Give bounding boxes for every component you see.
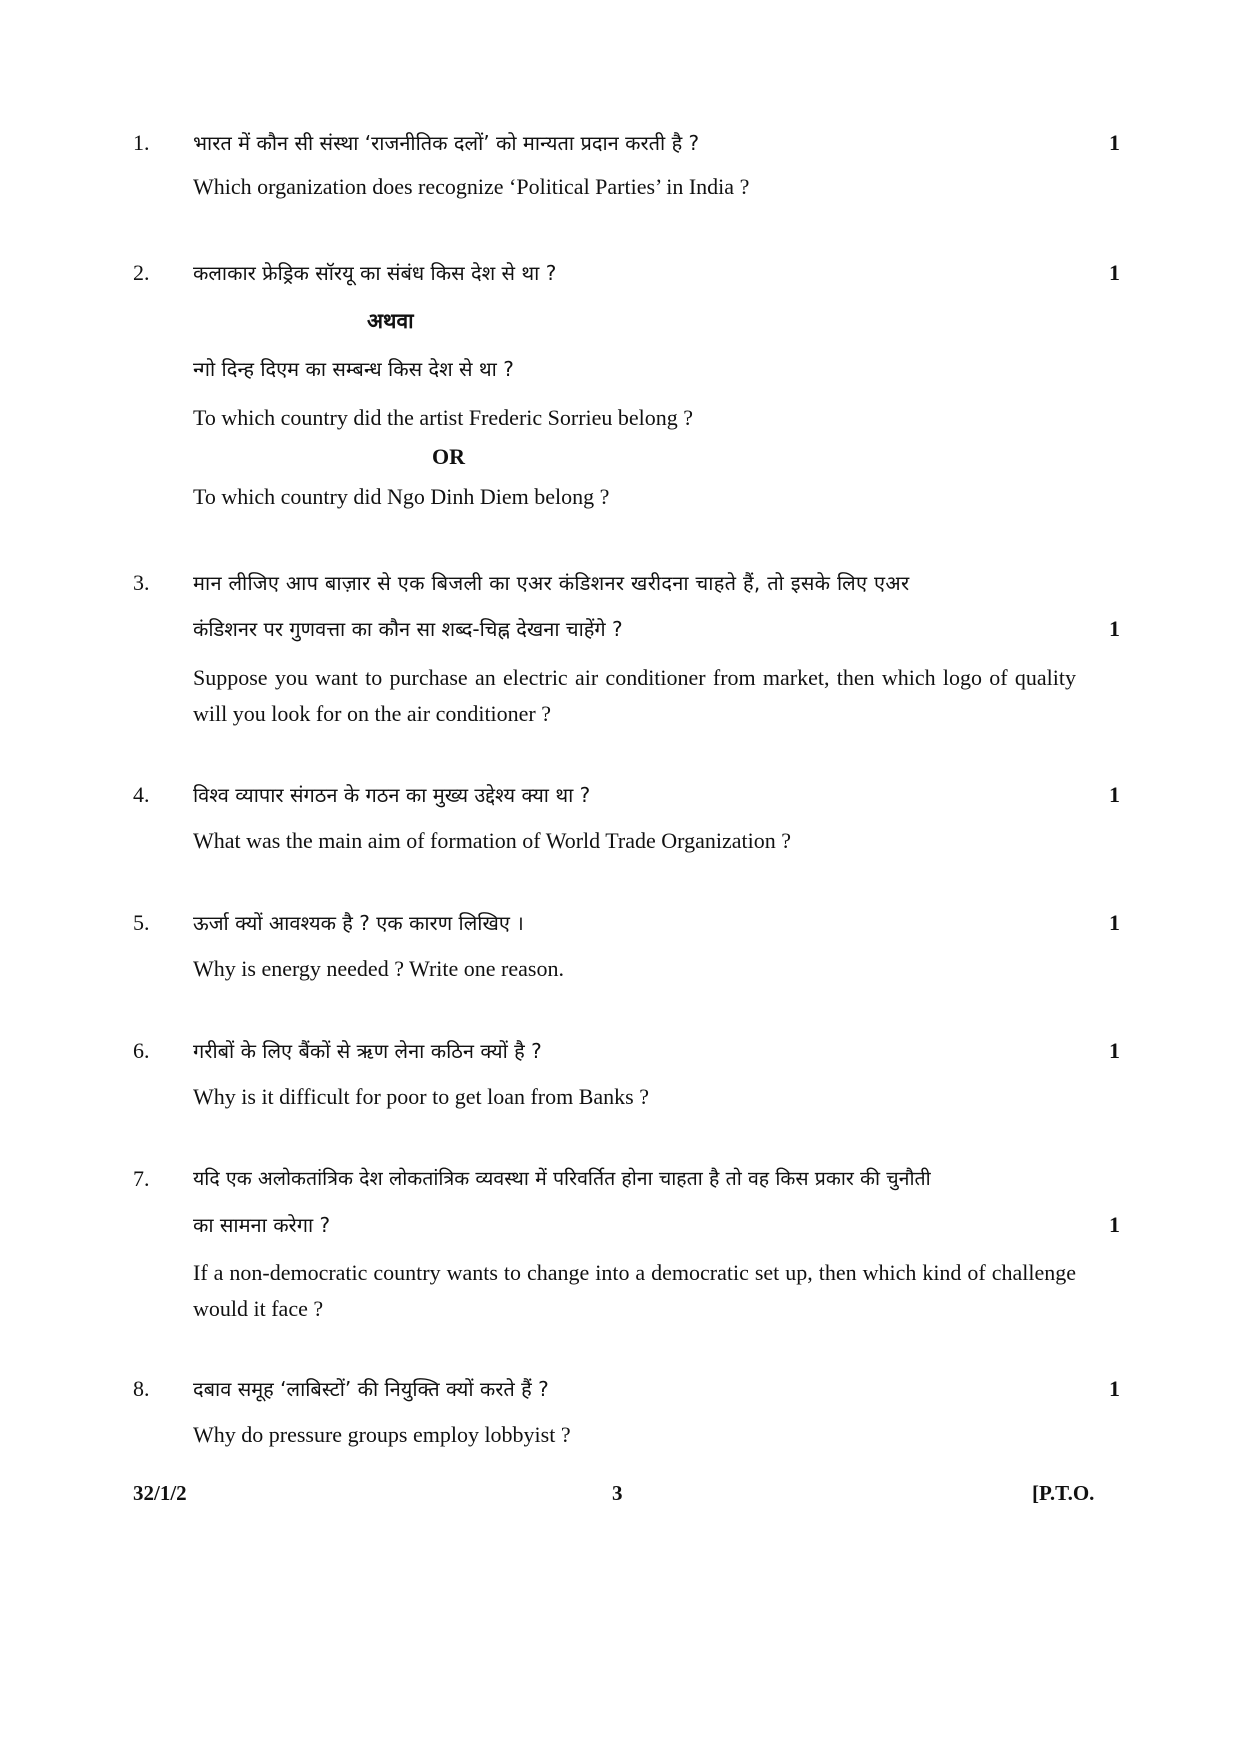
question-marks: 1 xyxy=(1109,1376,1120,1401)
question-text-hindi-cont: का सामना करेगा ? xyxy=(193,1213,331,1237)
question-marks: 1 xyxy=(1109,910,1120,935)
question-text-english: Which organization does recognize ‘Political Parties’ in India ? xyxy=(193,174,750,199)
question-marks: 1 xyxy=(1109,1038,1120,1063)
question-text-hindi: विश्व व्यापार संगठन के गठन का मुख्य उद्देश्य क्या था ? xyxy=(193,783,591,807)
question-marks: 1 xyxy=(1109,130,1120,155)
page-number: 3 xyxy=(612,1481,623,1505)
question-text-hindi-cont: कंडिशनर पर गुणवत्ता का कौन सा शब्द-चिह्न देखना चाहेंगे ? xyxy=(193,617,623,641)
question-marks: 1 xyxy=(1109,260,1120,285)
question-text-english-alt: To which country did Ngo Dinh Diem belong ? xyxy=(193,484,610,509)
question-number: 3. xyxy=(133,570,150,595)
question-text-english: If a non-democratic country wants to change into a democratic set up, then which kind of challenge would it face ? xyxy=(193,1260,1076,1321)
question-number: 2. xyxy=(133,260,150,285)
pto-note: [P.T.O. xyxy=(1032,1481,1095,1505)
question-text-english: Suppose you want to purchase an electric air conditioner from market, then which logo of quality will you look for on the air conditioner ? xyxy=(193,665,1076,726)
question-text-hindi: दबाव समूह ‘लाबिस्टों’ की नियुक्ति क्यों करते हैं ? xyxy=(193,1377,549,1401)
question-number: 8. xyxy=(133,1376,150,1401)
question-text-english: Why is it difficult for poor to get loan from Banks ? xyxy=(193,1084,650,1109)
question-number: 1. xyxy=(133,130,150,155)
question-marks: 1 xyxy=(1109,1212,1120,1237)
question-text-hindi-alt: न्गो दिन्ह दिएम का सम्बन्ध किस देश से था ? xyxy=(193,357,514,381)
question-number: 7. xyxy=(133,1166,150,1191)
question-text-english: Why is energy needed ? Write one reason. xyxy=(193,956,564,981)
question-number: 6. xyxy=(133,1038,150,1063)
question-text-english: Why do pressure groups employ lobbyist ? xyxy=(193,1422,571,1447)
question-number: 4. xyxy=(133,782,150,807)
question-marks: 1 xyxy=(1109,616,1120,641)
question-text-english: To which country did the artist Frederic Sorrieu belong ? xyxy=(193,405,694,430)
paper-code: 32/1/2 xyxy=(133,1481,187,1505)
or-separator-english: OR xyxy=(432,444,465,469)
question-text-hindi: गरीबों के लिए बैंकों से ऋण लेना कठिन क्यों है ? xyxy=(193,1039,542,1063)
question-text-hindi: यदि एक अलोकतांत्रिक देश लोकतांत्रिक व्यवस्था में परिवर्तित होना चाहता है तो वह किस प्रकार की चुनौती xyxy=(193,1167,931,1190)
question-text-hindi: कलाकार फ्रेड्रिक सॉरयू का संबंध किस देश से था ? xyxy=(193,261,557,285)
question-marks: 1 xyxy=(1109,782,1120,807)
question-text-hindi: ऊर्जा क्यों आवश्यक है ? एक कारण लिखिए । xyxy=(193,911,524,935)
question-text-hindi: मान लीजिए आप बाज़ार से एक बिजली का एअर कंडिशनर खरीदना चाहते हैं, तो इसके लिए एअर xyxy=(193,571,910,595)
question-text-hindi: भारत में कौन सी संस्था ‘राजनीतिक दलों’ को मान्यता प्रदान करती है ? xyxy=(193,131,700,155)
question-number: 5. xyxy=(133,910,150,935)
question-text-english: What was the main aim of formation of World Trade Organization ? xyxy=(193,828,791,853)
or-separator-hindi: अथवा xyxy=(367,309,414,333)
